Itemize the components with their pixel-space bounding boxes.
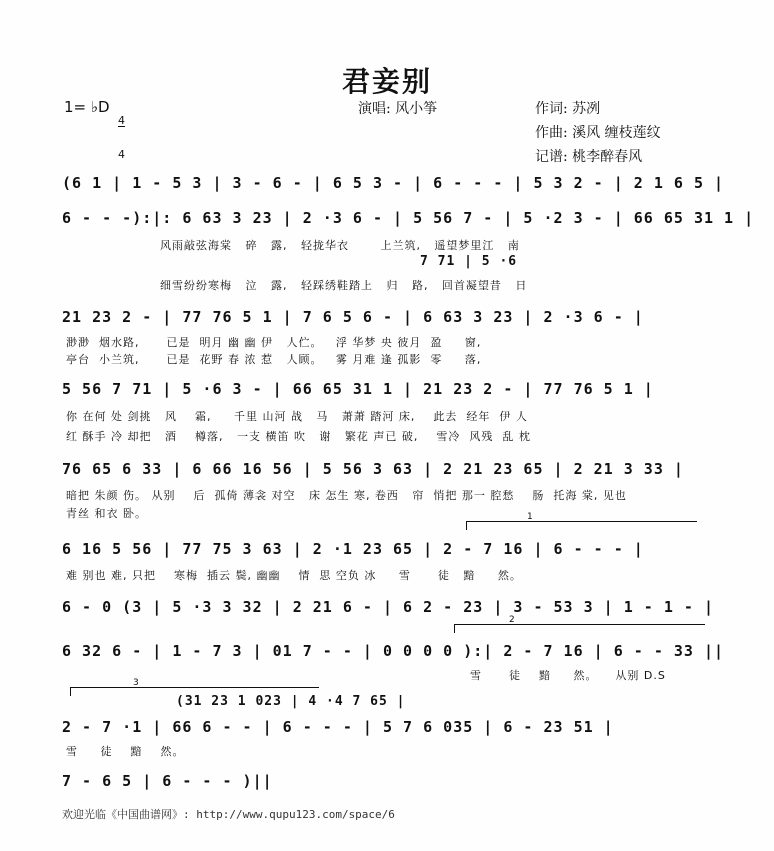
lyrics-row-9: 雪 徒 黯 然。 bbox=[66, 745, 185, 758]
lyrics-row-6: 难 别也 难, 只把 寒梅 插云 鬓, 幽幽 情 思 空负 冰 雪 徒 黯 然。 bbox=[66, 569, 522, 582]
volta-1-bracket bbox=[466, 512, 697, 530]
alt-notes-row-2: 7 71 | 5 ·6 bbox=[420, 254, 518, 269]
lyrics-row-3-verse-2: 亭台 小兰筑, 已是 花野 春 浓 惹 人顾。 雾 月难 逢 孤影 零 落, bbox=[66, 353, 482, 366]
volta-2-number: 2 bbox=[509, 615, 515, 625]
composer-credit: 作曲: 溪风 缠枝莲纹 bbox=[535, 125, 661, 141]
intro-line-row-9: (31 23 1 023 | 4 ·4 7 65 | bbox=[176, 694, 406, 709]
lyricist-credit: 作词: 苏冽 bbox=[535, 101, 601, 117]
score-row-7: 6 - 0 (3 | 5 ·3 3 32 | 2 21 6 - | 6 2 - 23 | 3 - 53 3 | 1 - 1 - | bbox=[62, 598, 714, 616]
lyrics-row-5-verse-2: 青丝 和衣 卧。 bbox=[66, 507, 147, 520]
volta-3-number: 3 bbox=[133, 678, 139, 688]
volta-1-number: 1 bbox=[527, 512, 533, 522]
lyrics-row-4-verse-1: 你 在何 处 剑挑 风 霜, 千里 山河 战 马 萧萧 踏河 床, 此去 经年 伊 人 bbox=[66, 410, 528, 423]
transcriber-credit: 记谱: 桃李醉春风 bbox=[535, 149, 643, 165]
key-signature: 1= ♭D bbox=[64, 98, 110, 116]
score-row-8: 6 32 6 - | 1 - 7 3 | 01 7 - - | 0 0 0 0 ):| 2 - 7 16 | 6 - - 33 || bbox=[62, 642, 725, 660]
lyrics-row-2-verse-1: 风雨敲弦海棠 碎 露, 轻拢华衣 上兰筑, 遥望梦里江 南 bbox=[160, 239, 520, 252]
footer-credit: 欢迎光临《中国曲谱网》: http://www.qupu123.com/space/6 bbox=[62, 808, 395, 821]
lyrics-row-2-verse-2: 细雪纷纷寒梅 泣 露, 轻踩绣鞋踏上 归 路, 回首凝望昔 日 bbox=[160, 279, 528, 292]
time-signature-bottom: 4 bbox=[118, 148, 125, 161]
score-row-9: 2 - 7 ·1 | 66 6 - - | 6 - - - | 5 7 6 035 | 6 - 23 51 | bbox=[62, 718, 614, 736]
singer-credit: 演唱: 风小筝 bbox=[358, 101, 438, 117]
score-row-10: 7 - 6 5 | 6 - - - )|| bbox=[62, 772, 273, 790]
score-row-1: (6 1 | 1 - 5 3 | 3 - 6 - | 6 5 3 - | 6 - - - | 5 3 2 - | 2 1 6 5 | bbox=[62, 174, 725, 192]
score-row-4: 5 56 7 71 | 5 ·6 3 - | 66 65 31 1 | 21 23 2 - | 77 76 5 1 | bbox=[62, 380, 654, 398]
score-row-5: 76 65 6 33 | 6 66 16 56 | 5 56 3 63 | 2 21 23 65 | 2 21 3 33 | bbox=[62, 460, 684, 478]
lyrics-row-8: 雪 徒 黯 然。 从别 D.S bbox=[470, 669, 666, 682]
time-signature-top: 4 bbox=[118, 114, 125, 127]
score-row-6: 6 16 5 56 | 77 75 3 63 | 2 ·1 23 65 | 2 - 7 16 | 6 - - - | bbox=[62, 540, 644, 558]
lyrics-row-5-verse-1: 暗把 朱颜 伤。 从别 后 孤倚 薄衾 对空 床 怎生 寒, 卷西 帘 悄把 那一 腔愁 肠 托海 棠, 见也 bbox=[66, 489, 627, 502]
time-signature bbox=[118, 93, 125, 171]
lyrics-row-4-verse-2: 红 酥手 冷 却把 酒 樽落, 一支 横笛 吹 谢 繁花 声已 破, 雪冷 风残 乱 枕 bbox=[66, 430, 531, 443]
lyrics-row-3-verse-1: 渺渺 烟水路, 已是 明月 幽 幽 伊 人伫。 浮 华梦 央 彼月 盈 窗, bbox=[66, 336, 482, 349]
score-row-3: 21 23 2 - | 77 76 5 1 | 7 6 5 6 - | 6 63 3 23 | 2 ·3 6 - | bbox=[62, 308, 644, 326]
volta-2-bracket bbox=[454, 615, 705, 633]
song-title: 君妾别 bbox=[341, 65, 432, 98]
score-row-2: 6 - - -):|: 6 63 3 23 | 2 ·3 6 - | 5 56 7 - | 5 ·2 3 - | 66 65 31 1 | bbox=[62, 209, 755, 227]
